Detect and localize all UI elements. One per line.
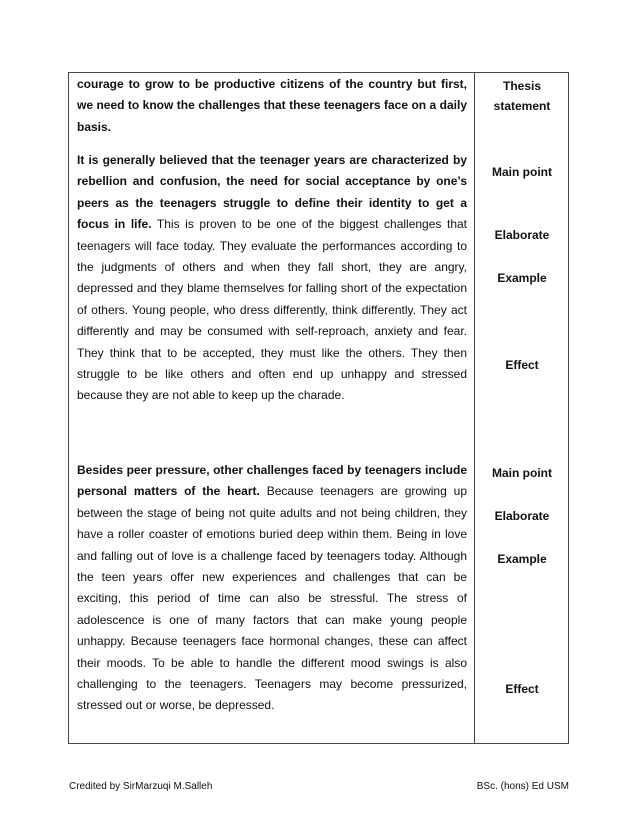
label-example-2: Example [497, 552, 547, 566]
paragraph-peer-pressure-text: This is proven to be one of the biggest challenges that teenagers will face today. They evaluate the performances according to the judgments of others and when they fall short, they are angry, depressed and they blame themselves for falling short of the expectation of others. Young people, who dress differently, think differently. They act differently and may be consumed with self-reproach, anxiety and fear. They think that to be accepted, they must like the others. They then struggle to be like others and often end up unhappy and stressed because they are not able to keep up the charade. [77, 217, 467, 403]
label-effect-2: Effect [505, 682, 539, 696]
essay-table [68, 72, 569, 744]
paragraph-heart-matters [77, 460, 467, 717]
label-elaborate-2: Elaborate [494, 509, 550, 523]
label-elaborate-1: Elaborate [494, 228, 550, 242]
paragraph-peer-pressure-bold: It is generally believed that the teenager years are characterized by rebellion and confusion, the need for social acceptance by one’s peers as the teenagers struggle to define their identity to get a focus in life. [77, 153, 467, 232]
paragraph-thesis [77, 74, 467, 138]
footer-credit: Credited by SirMarzuqi M.Salleh [69, 781, 213, 792]
label-thesis-statement: Thesis statement [493, 79, 551, 113]
footer-degree: BSc. (hons) Ed USM [476, 781, 569, 792]
paragraph-thesis-bold: courage to grow to be productive citizens of the country but first, we need to know the challenges that these teenagers face on a daily basis. [77, 77, 467, 134]
paragraph-heart-matters-bold: Besides peer pressure, other challenges faced by teenagers include personal matters of the heart. [77, 463, 467, 499]
label-effect-1: Effect [505, 358, 539, 372]
label-main-point-2: Main point [492, 466, 552, 480]
label-example-1: Example [497, 271, 547, 285]
paragraph-heart-matters-text: Because teenagers are growing up between the stage of being not quite adults and not being children, they have a roller coaster of emotions buried deep within them. Being in love and falling out of love is a challenge faced by teenagers today. Although the teen years offer new experiences and challenges that can be exciting, this period of time can also be stressful. The stress of adolescence is one of many factors that can make young people unhappy. Because teenagers face hormonal changes, these can affect their moods. To be able to handle the different mood swings is also challenging to the teenagers. Teenagers may become pressurized, stressed out or worse, be depressed. [77, 484, 467, 713]
label-main-point-1: Main point [492, 165, 552, 179]
paragraph-peer-pressure [77, 150, 467, 407]
